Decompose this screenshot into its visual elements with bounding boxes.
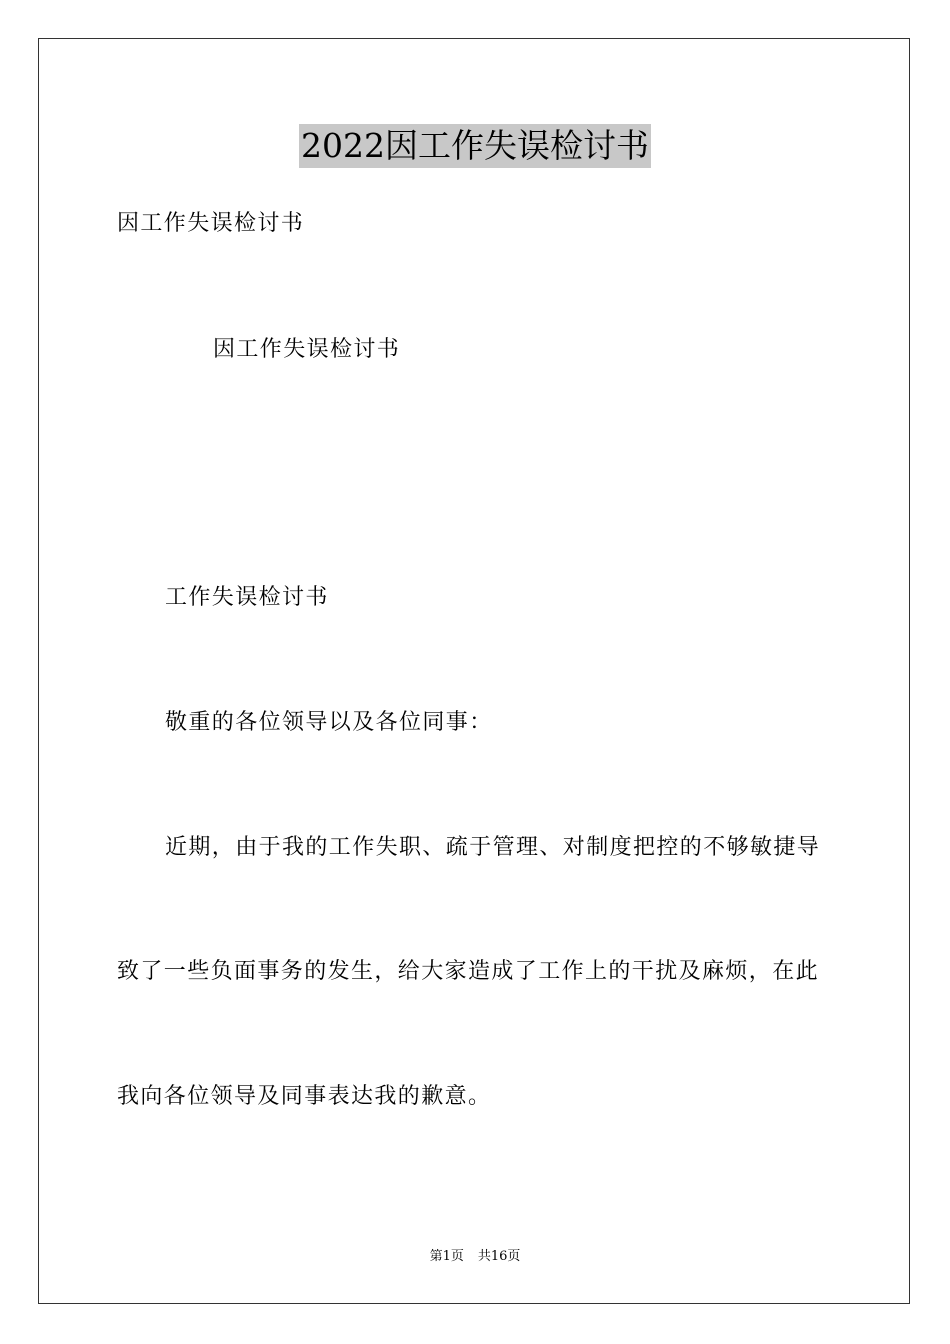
subtitle-line: 因工作失误检讨书	[117, 211, 305, 236]
body-line-3: 我向各位领导及同事表达我的歉意。	[117, 1084, 492, 1109]
document-title: 2022因工作失误检讨书	[299, 124, 651, 168]
letter-heading: 工作失误检讨书	[165, 585, 329, 610]
page-number: 第1页	[429, 1249, 464, 1264]
page-total: 共16页	[477, 1249, 521, 1264]
salutation: 敬重的各位领导以及各位同事：	[165, 710, 493, 735]
indented-heading: 因工作失误检讨书	[213, 337, 401, 362]
title-container	[0, 124, 950, 168]
body-line-2: 致了一些负面事务的发生，给大家造成了工作上的干扰及麻烦，在此	[117, 959, 820, 984]
page-footer	[0, 1248, 950, 1266]
body-line-1: 近期，由于我的工作失职、疏于管理、对制度把控的不够敏捷导	[165, 835, 821, 860]
